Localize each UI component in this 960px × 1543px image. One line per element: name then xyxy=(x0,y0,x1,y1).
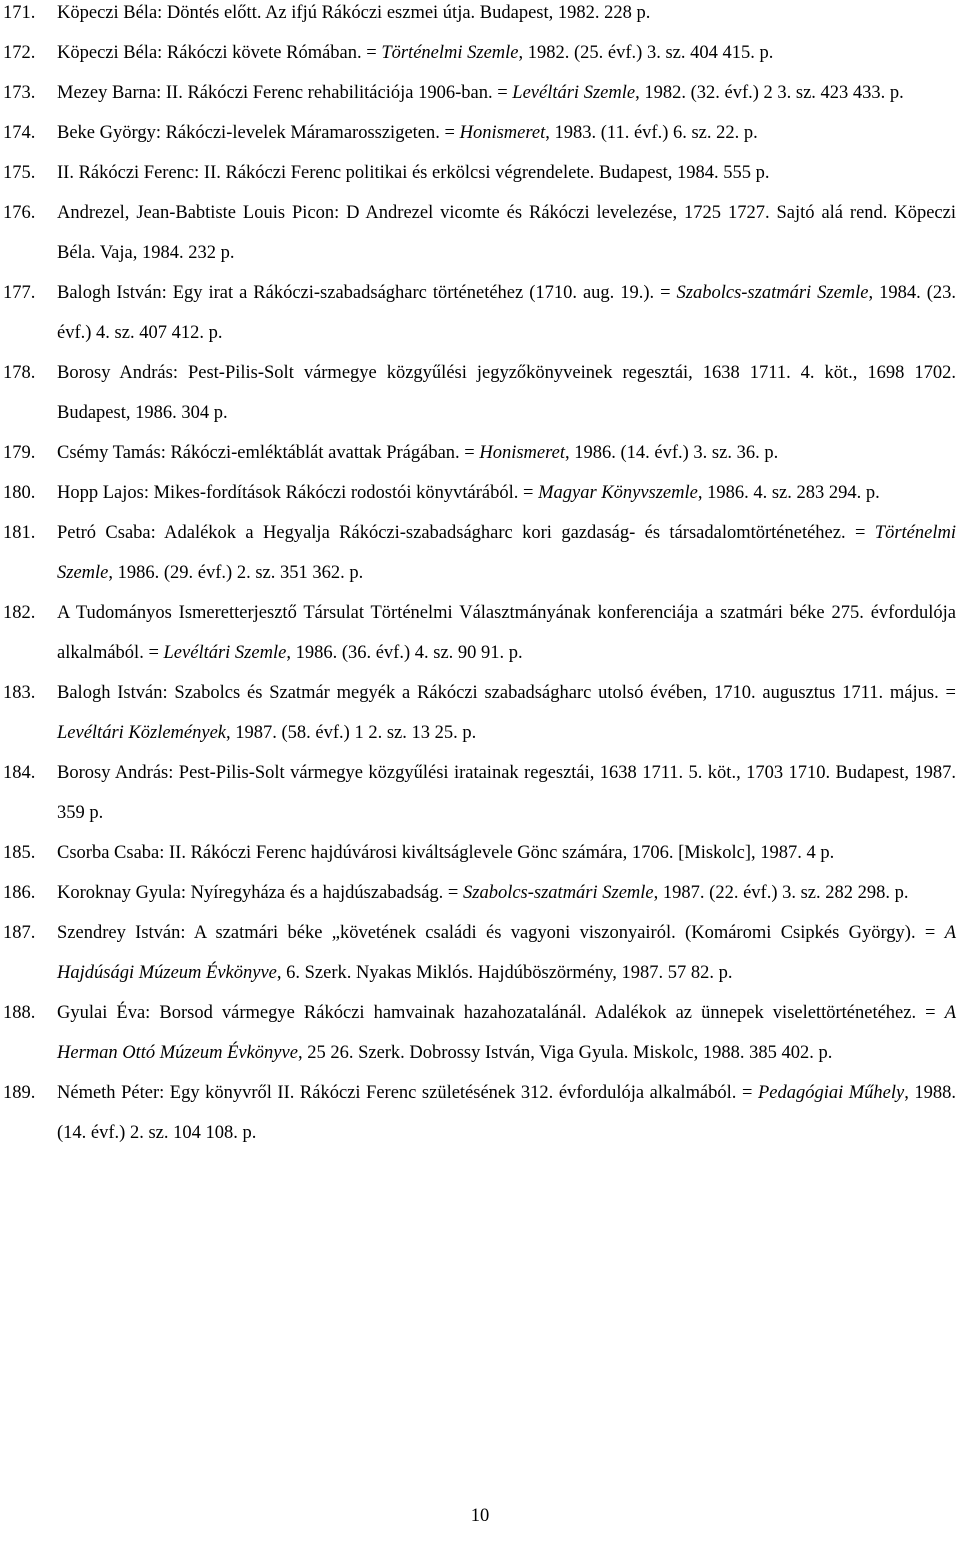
entry-text-segment: Beke György: Rákóczi-levelek Máramarosszigeten. = xyxy=(57,123,460,143)
entry-text xyxy=(57,353,956,433)
entry-number: 189. xyxy=(3,1083,36,1103)
entry-number: 177. xyxy=(3,283,36,303)
entry-text-segment: , 25 26. Szerk. Dobrossy István, Viga Gyula. Miskolc, 1988. 385 402. p. xyxy=(297,1043,833,1063)
entry-text xyxy=(57,33,956,73)
entry-number: 180. xyxy=(3,483,36,503)
entry-text-segment: Németh Péter: Egy könyvről II. Rákóczi Ferenc születésének 312. évfordulója alkalmából. = xyxy=(57,1083,758,1103)
journal-title: A Hajdúsági Múzeum Évkönyve xyxy=(57,923,956,983)
bibliography-entry xyxy=(0,273,960,353)
bibliography-entry xyxy=(0,153,960,193)
entry-text-segment: Petró Csaba: Adalékok a Hegyalja Rákóczi-szabadságharc kori gazdaság- és társadalomtörténetéhez. = xyxy=(57,523,875,543)
bibliography-entry xyxy=(0,593,960,673)
entry-text xyxy=(57,513,956,593)
entry-text-segment: , 1986. 4. sz. 283 294. p. xyxy=(697,483,880,503)
entry-text xyxy=(57,0,956,33)
entry-text-segment: , 1987. (58. évf.) 1 2. sz. 13 25. p. xyxy=(226,723,477,743)
bibliography-entry xyxy=(0,473,960,513)
entry-text xyxy=(57,593,956,673)
entry-number: 171. xyxy=(3,3,36,23)
entry-text-segment: , 1983. (11. évf.) 6. sz. 22. p. xyxy=(545,123,758,143)
journal-title: Levéltári Közlemények xyxy=(57,723,227,743)
entry-text-segment: , 1986. (29. évf.) 2. sz. 351 362. p. xyxy=(108,563,364,583)
entry-text-segment: Mezey Barna: II. Rákóczi Ferenc rehabilitációja 1906-ban. = xyxy=(57,83,513,103)
bibliography-entry xyxy=(0,673,960,753)
entry-text-segment: , 1986. (14. évf.) 3. sz. 36. p. xyxy=(564,443,779,463)
entry-number: 188. xyxy=(3,1003,36,1023)
bibliography-entry xyxy=(0,193,960,273)
entry-text-segment: , 1987. (22. évf.) 3. sz. 282 298. p. xyxy=(653,883,909,903)
bibliography-entry xyxy=(0,113,960,153)
entry-text-segment: II. Rákóczi Ferenc: II. Rákóczi Ferenc politikai és erkölcsi végrendelete. Budapest, 1984. 555 p. xyxy=(57,163,770,183)
entry-text xyxy=(57,193,956,273)
entry-number: 182. xyxy=(3,603,36,623)
entry-text xyxy=(57,873,956,913)
entry-text-segment: A Tudományos Ismeretterjesztő Társulat Történelmi Választmányának konferenciája a szatmári béke 275. évfordulója alkalmából. = xyxy=(57,603,956,663)
bibliography-entry xyxy=(0,913,960,993)
entry-number: 172. xyxy=(3,43,36,63)
entry-text-segment: Köpeczi Béla: Rákóczi követe Rómában. = xyxy=(57,43,382,63)
entry-text-segment: , 6. Szerk. Nyakas Miklós. Hajdúböszörmény, 1987. 57 82. p. xyxy=(276,963,733,983)
entry-number: 173. xyxy=(3,83,36,103)
journal-title: A Herman Ottó Múzeum Évkönyve xyxy=(57,1003,956,1063)
entry-number: 184. xyxy=(3,763,36,783)
entry-text xyxy=(57,993,956,1073)
entry-text-segment: Csémy Tamás: Rákóczi-emléktáblát avattak Prágában. = xyxy=(57,443,480,463)
entry-text-segment: Borosy András: Pest-Pilis-Solt vármegye közgyűlési jegyzőkönyveinek regesztái, 1638 1711. 4. köt., 1698 1702. Budapest, 1986. 304 p. xyxy=(57,363,956,423)
entry-number: 178. xyxy=(3,363,36,383)
entry-number: 175. xyxy=(3,163,36,183)
entry-text xyxy=(57,913,956,993)
entry-number: 181. xyxy=(3,523,36,543)
bibliography-entry xyxy=(0,993,960,1073)
entry-text-segment: , 1988. (14. évf.) 2. sz. 104 108. p. xyxy=(57,1083,957,1143)
entry-text xyxy=(57,1073,956,1153)
entry-number: 185. xyxy=(3,843,36,863)
entry-text-segment: Szendrey István: A szatmári béke „követének családi és vagyoni viszonyairól. (Komáromi Csipkés György). = xyxy=(57,923,945,943)
bibliography-entry xyxy=(0,833,960,873)
entry-text-segment: Koroknay Gyula: Nyíregyháza és a hajdúszabadság. = xyxy=(57,883,463,903)
entry-number: 174. xyxy=(3,123,36,143)
bibliography-entry xyxy=(0,513,960,593)
entry-text xyxy=(57,833,956,873)
entry-number: 187. xyxy=(3,923,36,943)
journal-title: Magyar Könyvszemle xyxy=(538,483,698,503)
journal-title: Honismeret xyxy=(479,443,565,463)
journal-title: Levéltári Szemle xyxy=(163,643,287,663)
entry-text xyxy=(57,153,956,193)
entry-text xyxy=(57,273,956,353)
journal-title: Történelmi Szemle xyxy=(381,43,519,63)
entry-number: 176. xyxy=(3,203,36,223)
entry-text-segment: Csorba Csaba: II. Rákóczi Ferenc hajdúvárosi kiváltságlevele Gönc számára, 1706. [Miskolc], 1987. 4 p. xyxy=(57,843,835,863)
journal-title: Pedagógiai Műhely xyxy=(757,1083,905,1103)
entry-text xyxy=(57,73,956,113)
entry-text-segment: , 1982. (32. évf.) 2 3. sz. 423 433. p. xyxy=(635,83,904,103)
entry-text-segment: Borosy András: Pest-Pilis-Solt vármegye közgyűlési iratainak regesztái, 1638 1711. 5. köt., 1703 1710. Budapest, 1987. 359 p. xyxy=(57,763,956,823)
entry-text-segment: Köpeczi Béla: Döntés előtt. Az ifjú Rákóczi eszmei útja. Budapest, 1982. 228 p. xyxy=(57,3,651,23)
journal-title: Szabolcs-szatmári Szemle xyxy=(676,283,869,303)
entry-text-segment: Hopp Lajos: Mikes-fordítások Rákóczi rodostói könyvtárából. = xyxy=(57,483,539,503)
entry-text-segment: Balogh István: Szabolcs és Szatmár megyék a Rákóczi szabadságharc utolsó évében, 1710. augusztus 1711. május. = xyxy=(57,683,956,703)
journal-title: Levéltári Szemle xyxy=(512,83,636,103)
entry-text xyxy=(57,753,956,833)
entry-number: 186. xyxy=(3,883,36,903)
entry-text xyxy=(57,673,956,753)
journal-title: Honismeret xyxy=(459,123,546,143)
entry-text-segment: , 1986. (36. évf.) 4. sz. 90 91. p. xyxy=(286,643,523,663)
entry-number: 183. xyxy=(3,683,36,703)
entry-text xyxy=(57,433,956,473)
bibliography-entry xyxy=(0,1073,960,1153)
entry-text xyxy=(57,113,956,153)
page-number: 10 xyxy=(470,1506,490,1526)
entry-number: 179. xyxy=(3,443,36,463)
bibliography-entry xyxy=(0,0,960,33)
entry-text-segment: Gyulai Éva: Borsod vármegye Rákóczi hamvainak hazahozatalánál. Adalékok az ünnepek viselettörténetéhez. = xyxy=(57,1003,945,1023)
entry-text-segment: Balogh István: Egy irat a Rákóczi-szabadságharc történetéhez (1710. aug. 19.). = xyxy=(57,283,677,303)
entry-text xyxy=(57,473,956,513)
entry-text-segment: , 1984. (23. évf.) 4. sz. 407 412. p. xyxy=(57,283,956,343)
bibliography-entry xyxy=(0,753,960,833)
journal-title: Történelmi Szemle xyxy=(57,523,956,583)
bibliography-entry xyxy=(0,353,960,433)
entry-text-segment: , 1982. (25. évf.) 3. sz. 404 415. p. xyxy=(518,43,774,63)
bibliography-entry xyxy=(0,73,960,113)
bibliography-entry xyxy=(0,33,960,73)
bibliography-entry xyxy=(0,433,960,473)
entry-text-segment: Andrezel, Jean-Babtiste Louis Picon: D Andrezel vicomte és Rákóczi levelezése, 1725 1727. Sajtó alá rend. Köpeczi Béla. Vaja, 1984. 232 p. xyxy=(57,203,956,263)
journal-title: Szabolcs-szatmári Szemle xyxy=(463,883,654,903)
bibliography-entry xyxy=(0,873,960,913)
